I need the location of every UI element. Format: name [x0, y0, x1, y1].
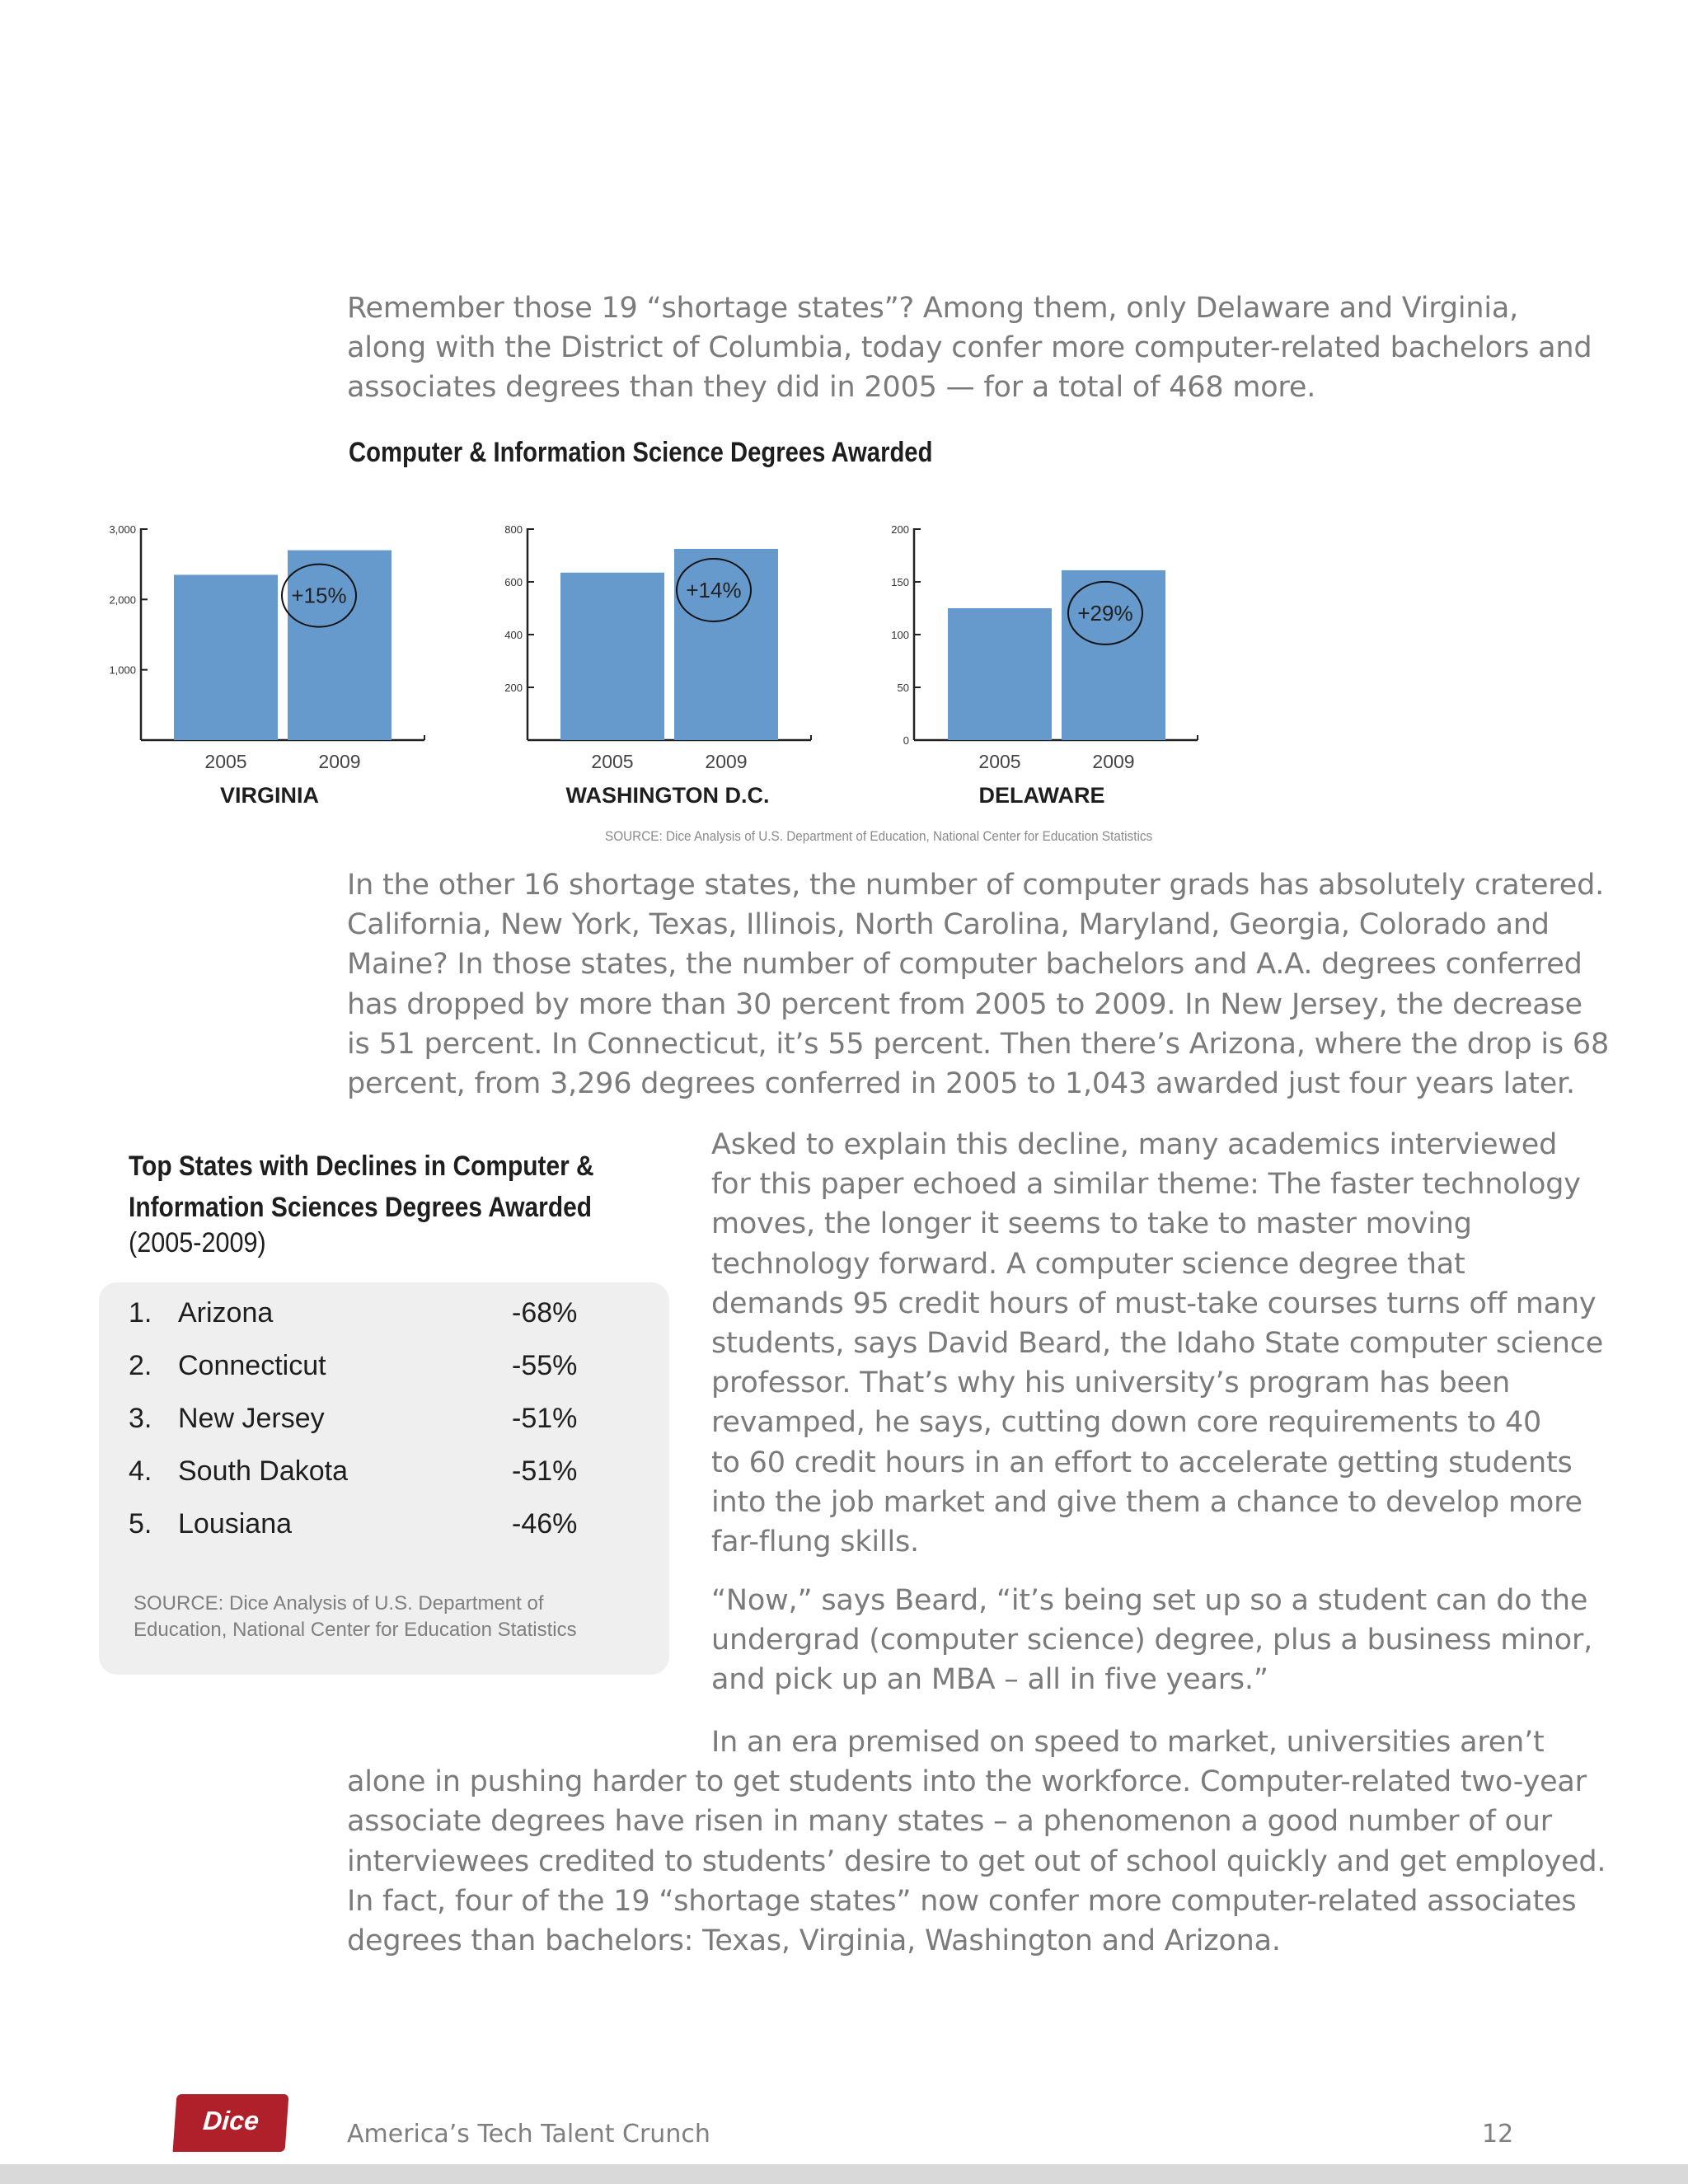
text-line: In fact, four of the 19 “shortage states” now confer more computer-related associates — [347, 1884, 1577, 1918]
x-tick-label: 2005 — [591, 751, 634, 772]
bar — [1062, 570, 1165, 740]
sidebar-source-note — [134, 1591, 577, 1643]
y-tick-label: 100 — [891, 629, 909, 641]
text-line: into the job market and give them a chance to develop more — [711, 1485, 1582, 1519]
text-line: degrees than bachelors: Texas, Virginia, Washington and Arizona. — [347, 1924, 1281, 1958]
text-line: far-flung skills. — [711, 1526, 919, 1559]
page-number: 12 — [1482, 2120, 1514, 2149]
rank-number: 1. — [129, 1297, 152, 1329]
bar — [560, 573, 664, 740]
decline-percent: -55% — [512, 1350, 578, 1381]
text-line: and pick up an MBA – all in five years.” — [711, 1663, 1268, 1697]
text-line: is 51 percent. In Connecticut, it’s 55 percent. Then there’s Arizona, where the drop is 68 — [347, 1027, 1610, 1061]
decline-percent: -68% — [512, 1297, 578, 1329]
text-line: “Now,” says Beard, “it’s being set up so a student can do the — [711, 1584, 1588, 1617]
y-tick-label: 3,000 — [109, 523, 136, 536]
y-tick-label: 200 — [891, 523, 909, 536]
list-item — [129, 1403, 623, 1444]
beard-quote-paragraph — [711, 1581, 1592, 1700]
text-line: to 60 credit hours in an effort to accelerate getting students — [711, 1446, 1573, 1479]
text-line: percent, from 3,296 degrees conferred in 2005 to 1,043 awarded just four years later. — [347, 1067, 1575, 1101]
chart-title: VIRGINIA — [219, 783, 320, 808]
state-name: Connecticut — [178, 1350, 326, 1381]
state-name: South Dakota — [178, 1455, 349, 1487]
list-item — [129, 1455, 623, 1497]
x-tick-label: 2009 — [1092, 751, 1135, 772]
text-line: associates degrees than they did in 2005 — for a total of 468 more. — [347, 371, 1316, 405]
text-line: revamped, he says, cutting down core requirements to 40 — [711, 1406, 1542, 1440]
list-item — [129, 1297, 623, 1338]
y-tick-label: 400 — [504, 629, 523, 641]
text-line: technology forward. A computer science degree that — [711, 1247, 1465, 1281]
state-name: Arizona — [178, 1297, 274, 1329]
x-tick-label: 2009 — [318, 751, 361, 772]
text-line: moves, the longer it seems to take to master moving — [711, 1207, 1472, 1241]
text-line: professor. That’s why his university’s program has been — [711, 1366, 1511, 1400]
intro-paragraph — [347, 288, 1592, 408]
chart-title: WASHINGTON D.C. — [565, 783, 770, 808]
rank-number: 5. — [129, 1508, 152, 1540]
source-line: SOURCE: Dice Analysis of U.S. Department of — [134, 1592, 544, 1615]
rank-number: 3. — [129, 1403, 152, 1434]
y-tick-label: 2,000 — [109, 593, 136, 607]
text-line: In the other 16 shortage states, the number of computer grads has absolutely cratered. — [347, 869, 1605, 902]
sidebar-title-line: Information Sciences Degrees Awarded — [129, 1192, 593, 1223]
text-line: interviewees credited to students’ desire to get out of school quickly and get employed. — [347, 1844, 1606, 1878]
sidebar-subtitle: (2005-2009) — [129, 1227, 266, 1258]
y-tick-label: 1,000 — [109, 663, 136, 677]
sidebar-title-line: Top States with Declines in Computer & — [129, 1151, 594, 1182]
list-item — [129, 1508, 623, 1549]
y-tick-label: 800 — [504, 523, 523, 536]
text-line: Maine? In those states, the number of computer bachelors and A.A. degrees conferred — [347, 948, 1582, 982]
state-name: Lousiana — [178, 1508, 293, 1540]
text-line: In an era premised on speed to market, universities aren’t — [711, 1726, 1545, 1759]
x-tick-label: 2005 — [978, 751, 1021, 772]
x-tick-label: 2005 — [204, 751, 247, 772]
x-tick-label: 2009 — [705, 751, 748, 772]
decline-percent: -51% — [512, 1455, 578, 1487]
sidebar-title — [129, 1146, 594, 1228]
text-line: California, New York, Texas, Illinois, North Carolina, Maryland, Georgia, Colorado and — [347, 908, 1550, 942]
bottom-bar — [0, 2164, 1688, 2184]
declines-list-box — [99, 1282, 669, 1675]
text-line: alone in pushing harder to get students into the workforce. Computer-related two-year — [347, 1765, 1587, 1799]
degrees-charts — [0, 494, 1688, 824]
list-item — [129, 1350, 623, 1391]
dice-logo-text: Dice — [202, 2106, 260, 2135]
text-line: for this paper echoed a similar theme: The faster technology — [711, 1168, 1581, 1202]
footer-title: America’s Tech Talent Crunch — [347, 2120, 710, 2149]
text-line: undergrad (computer science) degree, plus a business minor, — [711, 1624, 1593, 1657]
text-line: Remember those 19 “shortage states”? Among them, only Delaware and Virginia, — [347, 292, 1519, 325]
text-line: along with the District of Columbia, today confer more computer-related bachelors and — [347, 331, 1592, 365]
annotation-label: +29% — [1077, 600, 1133, 626]
bar — [174, 574, 278, 740]
annotation-label: +15% — [291, 583, 347, 608]
decline-percent: -46% — [512, 1508, 578, 1540]
y-tick-label: 150 — [891, 576, 909, 588]
bar — [948, 608, 1052, 740]
source-line: Education, National Center for Education Statistics — [134, 1619, 577, 1641]
y-tick-label: 600 — [504, 576, 523, 588]
shortage-states-paragraph — [347, 865, 1609, 1104]
rank-number: 2. — [129, 1350, 152, 1381]
rank-number: 4. — [129, 1455, 152, 1487]
annotation-label: +14% — [686, 578, 742, 602]
decline-percent: -51% — [512, 1403, 578, 1434]
y-tick-label: 50 — [897, 682, 909, 694]
chart-section-title: Computer & Information Science Degrees Awarded — [349, 437, 933, 468]
y-tick-label: 0 — [903, 734, 909, 747]
text-line: associate degrees have risen in many states – a phenomenon a good number of our — [347, 1805, 1552, 1839]
text-line: students, says David Beard, the Idaho State computer science — [711, 1327, 1604, 1361]
chart-source-note: SOURCE: Dice Analysis of U.S. Department of Education, National Center for Education Statistics — [605, 828, 1153, 844]
text-line: has dropped by more than 30 percent from 2005 to 2009. In New Jersey, the decrease — [347, 987, 1582, 1021]
academics-paragraph — [711, 1125, 1603, 1562]
chart-title: DELAWARE — [978, 783, 1105, 808]
bar — [288, 551, 392, 740]
text-line: demands 95 credit hours of must-take courses turns off many — [711, 1286, 1597, 1320]
state-name: New Jersey — [178, 1403, 325, 1434]
y-tick-label: 200 — [504, 682, 523, 694]
text-line: Asked to explain this decline, many academics interviewed — [711, 1128, 1558, 1161]
associate-degrees-paragraph — [347, 1722, 1606, 1961]
dice-logo — [173, 2094, 289, 2152]
